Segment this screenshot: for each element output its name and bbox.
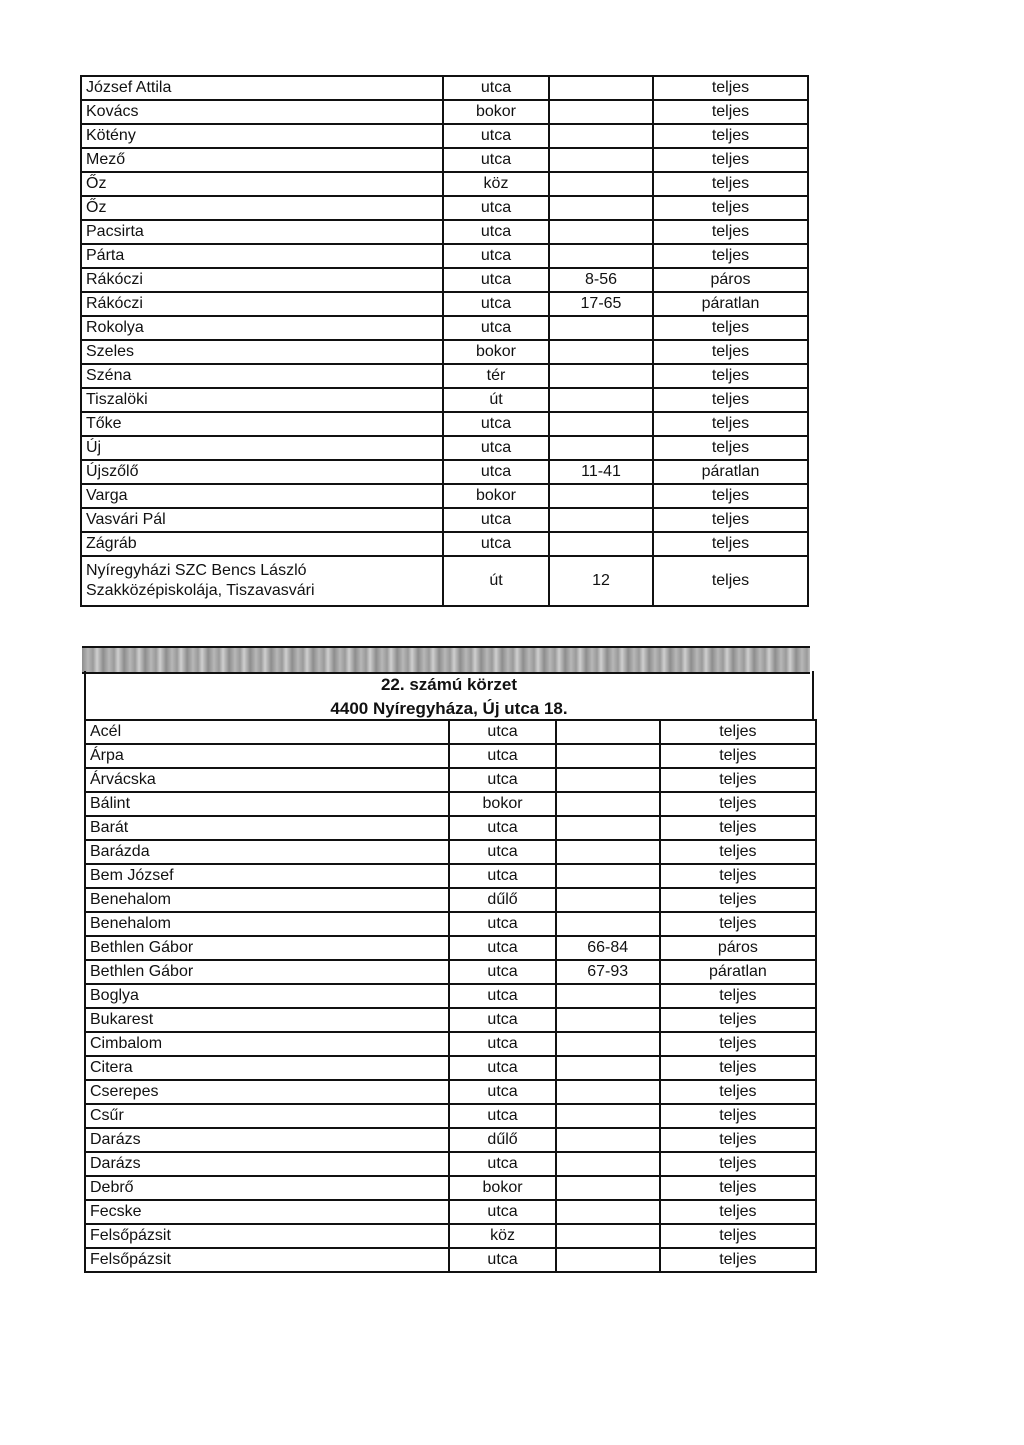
street-type-cell: utca	[449, 720, 555, 744]
table-row	[81, 76, 808, 100]
house-number-range-cell: 8-56	[549, 268, 653, 292]
street-name-cell: Bukarest	[85, 1008, 449, 1032]
street-type-cell: utca	[449, 744, 555, 768]
house-number-range-cell	[556, 1008, 660, 1032]
street-name-cell: Acél	[85, 720, 449, 744]
street-name-cell: Cserepes	[85, 1080, 449, 1104]
table-row	[81, 460, 808, 484]
street-type-cell: utca	[443, 148, 549, 172]
street-name-cell: Cimbalom	[85, 1032, 449, 1056]
street-type-cell: dűlő	[449, 888, 555, 912]
table-row	[81, 364, 808, 388]
street-type-cell: köz	[443, 172, 549, 196]
table-row	[85, 1152, 816, 1176]
house-number-range-cell	[556, 864, 660, 888]
street-name-cell: Csűr	[85, 1104, 449, 1128]
street-type-cell: köz	[449, 1224, 555, 1248]
coverage-cell: teljes	[660, 1152, 816, 1176]
institution-name-cell	[81, 556, 443, 606]
table-row	[81, 100, 808, 124]
street-name-cell: Zágráb	[81, 532, 443, 556]
coverage-cell: teljes	[653, 532, 808, 556]
table-row	[85, 1056, 816, 1080]
street-table-district-22	[84, 719, 817, 1273]
street-type-cell: utca	[449, 768, 555, 792]
coverage-cell: teljes	[660, 1080, 816, 1104]
street-name-cell: Rákóczi	[81, 292, 443, 316]
table-row	[81, 532, 808, 556]
house-number-range-cell	[556, 1080, 660, 1104]
house-number-range-cell	[549, 148, 653, 172]
coverage-cell: teljes	[660, 1176, 816, 1200]
street-name-cell: Vasvári Pál	[81, 508, 443, 532]
table-row	[81, 172, 808, 196]
house-number-range-cell	[549, 196, 653, 220]
district-title: 22. számú körzet	[380, 675, 518, 694]
coverage-cell: teljes	[660, 744, 816, 768]
table-row	[85, 1128, 816, 1152]
street-name-cell: Bethlen Gábor	[85, 960, 449, 984]
table-row	[85, 1080, 816, 1104]
table-row	[85, 1104, 816, 1128]
table-row	[85, 816, 816, 840]
street-name-cell: Újszőlő	[81, 460, 443, 484]
table-row	[85, 1200, 816, 1224]
table-row	[85, 864, 816, 888]
coverage-cell: teljes	[660, 984, 816, 1008]
house-number-range-cell	[549, 388, 653, 412]
scan-shaded-separator	[82, 646, 810, 674]
street-name-cell: Őz	[81, 196, 443, 220]
coverage-cell: teljes	[660, 1128, 816, 1152]
street-type-cell: utca	[443, 316, 549, 340]
coverage-cell: teljes	[660, 1008, 816, 1032]
coverage-cell: teljes	[653, 244, 808, 268]
table-row	[85, 744, 816, 768]
table-row	[81, 508, 808, 532]
coverage-cell: teljes	[653, 340, 808, 364]
street-name-cell: Felsőpázsit	[85, 1248, 449, 1272]
street-type-cell: utca	[443, 532, 549, 556]
table-row	[85, 1248, 816, 1272]
street-type-cell: utca	[449, 1248, 555, 1272]
street-type-cell: utca	[443, 124, 549, 148]
house-number-range-cell	[549, 244, 653, 268]
house-number-range-cell	[549, 412, 653, 436]
house-number-range-cell	[549, 100, 653, 124]
table-row	[85, 768, 816, 792]
coverage-cell: páros	[660, 936, 816, 960]
street-table-district-21	[80, 75, 809, 607]
table-row	[85, 888, 816, 912]
street-name-cell: Barát	[85, 816, 449, 840]
house-number-range-cell: 66-84	[556, 936, 660, 960]
street-type-cell: utca	[443, 508, 549, 532]
house-number-range-cell	[549, 340, 653, 364]
street-name-cell: Felsőpázsit	[85, 1224, 449, 1248]
house-number-range-cell	[549, 316, 653, 340]
street-name-cell: Párta	[81, 244, 443, 268]
table-row	[81, 220, 808, 244]
street-type-cell: utca	[449, 1200, 555, 1224]
coverage-cell: teljes	[653, 76, 808, 100]
coverage-cell: teljes	[653, 436, 808, 460]
coverage-cell: teljes	[653, 508, 808, 532]
street-type-cell: utca	[449, 960, 555, 984]
house-number-range-cell	[549, 220, 653, 244]
coverage-cell: teljes	[660, 792, 816, 816]
institution-row	[81, 556, 808, 606]
coverage-cell: páros	[653, 268, 808, 292]
street-name-cell: Bálint	[85, 792, 449, 816]
street-type-cell: bokor	[449, 1176, 555, 1200]
street-name-cell: Új	[81, 436, 443, 460]
street-name-cell: Fecske	[85, 1200, 449, 1224]
coverage-cell: páratlan	[660, 960, 816, 984]
table-row	[81, 244, 808, 268]
street-name-cell: Varga	[81, 484, 443, 508]
house-number-range-cell	[549, 508, 653, 532]
table-row	[85, 1224, 816, 1248]
house-number-range-cell	[556, 840, 660, 864]
house-number-range-cell	[556, 1128, 660, 1152]
coverage-cell: teljes	[660, 1200, 816, 1224]
street-name-cell: Szeles	[81, 340, 443, 364]
street-name-cell: Bethlen Gábor	[85, 936, 449, 960]
coverage-cell: teljes	[653, 124, 808, 148]
coverage-cell: teljes	[660, 888, 816, 912]
street-table-body	[85, 720, 816, 1272]
street-name-cell: Bem József	[85, 864, 449, 888]
table-row	[85, 1176, 816, 1200]
institution-scope-cell: teljes	[653, 556, 808, 606]
house-number-range-cell	[556, 1248, 660, 1272]
street-type-cell: utca	[443, 268, 549, 292]
house-number-range-cell	[556, 888, 660, 912]
table-row	[81, 484, 808, 508]
street-type-cell: utca	[449, 1104, 555, 1128]
street-name-cell: Debrő	[85, 1176, 449, 1200]
house-number-range-cell	[556, 1104, 660, 1128]
institution-name-line2: Szakközépiskolája, Tiszavasvári	[86, 582, 315, 599]
street-type-cell: utca	[449, 912, 555, 936]
street-type-cell: tér	[443, 364, 549, 388]
street-name-cell: Rokolya	[81, 316, 443, 340]
coverage-cell: teljes	[660, 1056, 816, 1080]
coverage-cell: teljes	[660, 768, 816, 792]
street-name-cell: Őz	[81, 172, 443, 196]
coverage-cell: teljes	[653, 388, 808, 412]
house-number-range-cell	[556, 1200, 660, 1224]
coverage-cell: teljes	[653, 196, 808, 220]
house-number-range-cell: 11-41	[549, 460, 653, 484]
coverage-cell: teljes	[660, 864, 816, 888]
coverage-cell: teljes	[660, 1248, 816, 1272]
street-type-cell: utca	[449, 1008, 555, 1032]
table-row	[81, 316, 808, 340]
house-number-range-cell	[556, 1032, 660, 1056]
coverage-cell: teljes	[660, 1104, 816, 1128]
table-row	[85, 984, 816, 1008]
table-row	[81, 340, 808, 364]
coverage-cell: páratlan	[653, 292, 808, 316]
district-header	[84, 671, 814, 719]
street-name-cell: Darázs	[85, 1152, 449, 1176]
house-number-range-cell	[549, 436, 653, 460]
street-type-cell: bokor	[443, 340, 549, 364]
house-number-range-cell	[556, 1152, 660, 1176]
street-name-cell: Kovács	[81, 100, 443, 124]
institution-type-cell: út	[443, 556, 549, 606]
street-table-body	[81, 76, 808, 606]
street-type-cell: bokor	[443, 484, 549, 508]
street-type-cell: utca	[443, 196, 549, 220]
table-row	[85, 720, 816, 744]
table-row	[85, 960, 816, 984]
house-number-range-cell	[556, 1224, 660, 1248]
table-row	[81, 268, 808, 292]
street-name-cell: József Attila	[81, 76, 443, 100]
table-row	[85, 912, 816, 936]
coverage-cell: páratlan	[653, 460, 808, 484]
table-row	[85, 792, 816, 816]
street-name-cell: Benehalom	[85, 912, 449, 936]
coverage-cell: teljes	[653, 316, 808, 340]
house-number-range-cell	[549, 484, 653, 508]
street-type-cell: utca	[443, 76, 549, 100]
coverage-cell: teljes	[660, 816, 816, 840]
table-row	[81, 196, 808, 220]
street-name-cell: Tiszalöki	[81, 388, 443, 412]
table-row	[81, 148, 808, 172]
street-type-cell: utca	[443, 244, 549, 268]
house-number-range-cell	[556, 744, 660, 768]
coverage-cell: teljes	[653, 484, 808, 508]
house-number-range-cell	[549, 124, 653, 148]
house-number-range-cell	[556, 768, 660, 792]
house-number-range-cell: 17-65	[549, 292, 653, 316]
street-type-cell: utca	[449, 1152, 555, 1176]
street-type-cell: utca	[443, 292, 549, 316]
house-number-range-cell: 67-93	[556, 960, 660, 984]
table-row	[81, 412, 808, 436]
street-type-cell: utca	[449, 1032, 555, 1056]
street-type-cell: utca	[443, 460, 549, 484]
street-type-cell: utca	[449, 816, 555, 840]
street-type-cell: bokor	[443, 100, 549, 124]
table-row	[81, 124, 808, 148]
street-type-cell: utca	[443, 436, 549, 460]
street-name-cell: Rákóczi	[81, 268, 443, 292]
table-row	[85, 840, 816, 864]
house-number-range-cell	[549, 172, 653, 196]
district-address: 4400 Nyíregyháza, Új utca 18.	[330, 699, 568, 718]
table-row	[81, 388, 808, 412]
institution-range-cell: 12	[549, 556, 653, 606]
house-number-range-cell	[556, 984, 660, 1008]
street-type-cell: utca	[449, 1056, 555, 1080]
street-name-cell: Benehalom	[85, 888, 449, 912]
street-name-cell: Pacsirta	[81, 220, 443, 244]
coverage-cell: teljes	[660, 840, 816, 864]
street-name-cell: Boglya	[85, 984, 449, 1008]
house-number-range-cell	[556, 1176, 660, 1200]
table-row	[85, 1032, 816, 1056]
coverage-cell: teljes	[660, 912, 816, 936]
coverage-cell: teljes	[653, 220, 808, 244]
house-number-range-cell	[556, 720, 660, 744]
house-number-range-cell	[549, 76, 653, 100]
table-row	[85, 1008, 816, 1032]
institution-name-line1: Nyíregyházi SZC Bencs László	[86, 562, 307, 579]
street-name-cell: Darázs	[85, 1128, 449, 1152]
street-type-cell: utca	[449, 984, 555, 1008]
house-number-range-cell	[556, 792, 660, 816]
house-number-range-cell	[556, 912, 660, 936]
coverage-cell: teljes	[660, 1032, 816, 1056]
street-type-cell: utca	[443, 412, 549, 436]
house-number-range-cell	[549, 532, 653, 556]
coverage-cell: teljes	[653, 364, 808, 388]
street-name-cell: Kötény	[81, 124, 443, 148]
coverage-cell: teljes	[653, 412, 808, 436]
street-name-cell: Citera	[85, 1056, 449, 1080]
street-name-cell: Tőke	[81, 412, 443, 436]
street-name-cell: Barázda	[85, 840, 449, 864]
house-number-range-cell	[556, 816, 660, 840]
street-type-cell: utca	[449, 840, 555, 864]
coverage-cell: teljes	[653, 100, 808, 124]
coverage-cell: teljes	[653, 172, 808, 196]
coverage-cell: teljes	[653, 148, 808, 172]
house-number-range-cell	[556, 1056, 660, 1080]
street-type-cell: utca	[449, 1080, 555, 1104]
street-name-cell: Széna	[81, 364, 443, 388]
coverage-cell: teljes	[660, 720, 816, 744]
street-type-cell: bokor	[449, 792, 555, 816]
street-type-cell: utca	[449, 936, 555, 960]
table-row	[85, 936, 816, 960]
street-name-cell: Árvácska	[85, 768, 449, 792]
street-name-cell: Mező	[81, 148, 443, 172]
house-number-range-cell	[549, 364, 653, 388]
table-row	[81, 292, 808, 316]
coverage-cell: teljes	[660, 1224, 816, 1248]
street-name-cell: Árpa	[85, 744, 449, 768]
street-type-cell: út	[443, 388, 549, 412]
table-row	[81, 436, 808, 460]
street-type-cell: utca	[449, 864, 555, 888]
street-type-cell: utca	[443, 220, 549, 244]
street-type-cell: dűlő	[449, 1128, 555, 1152]
